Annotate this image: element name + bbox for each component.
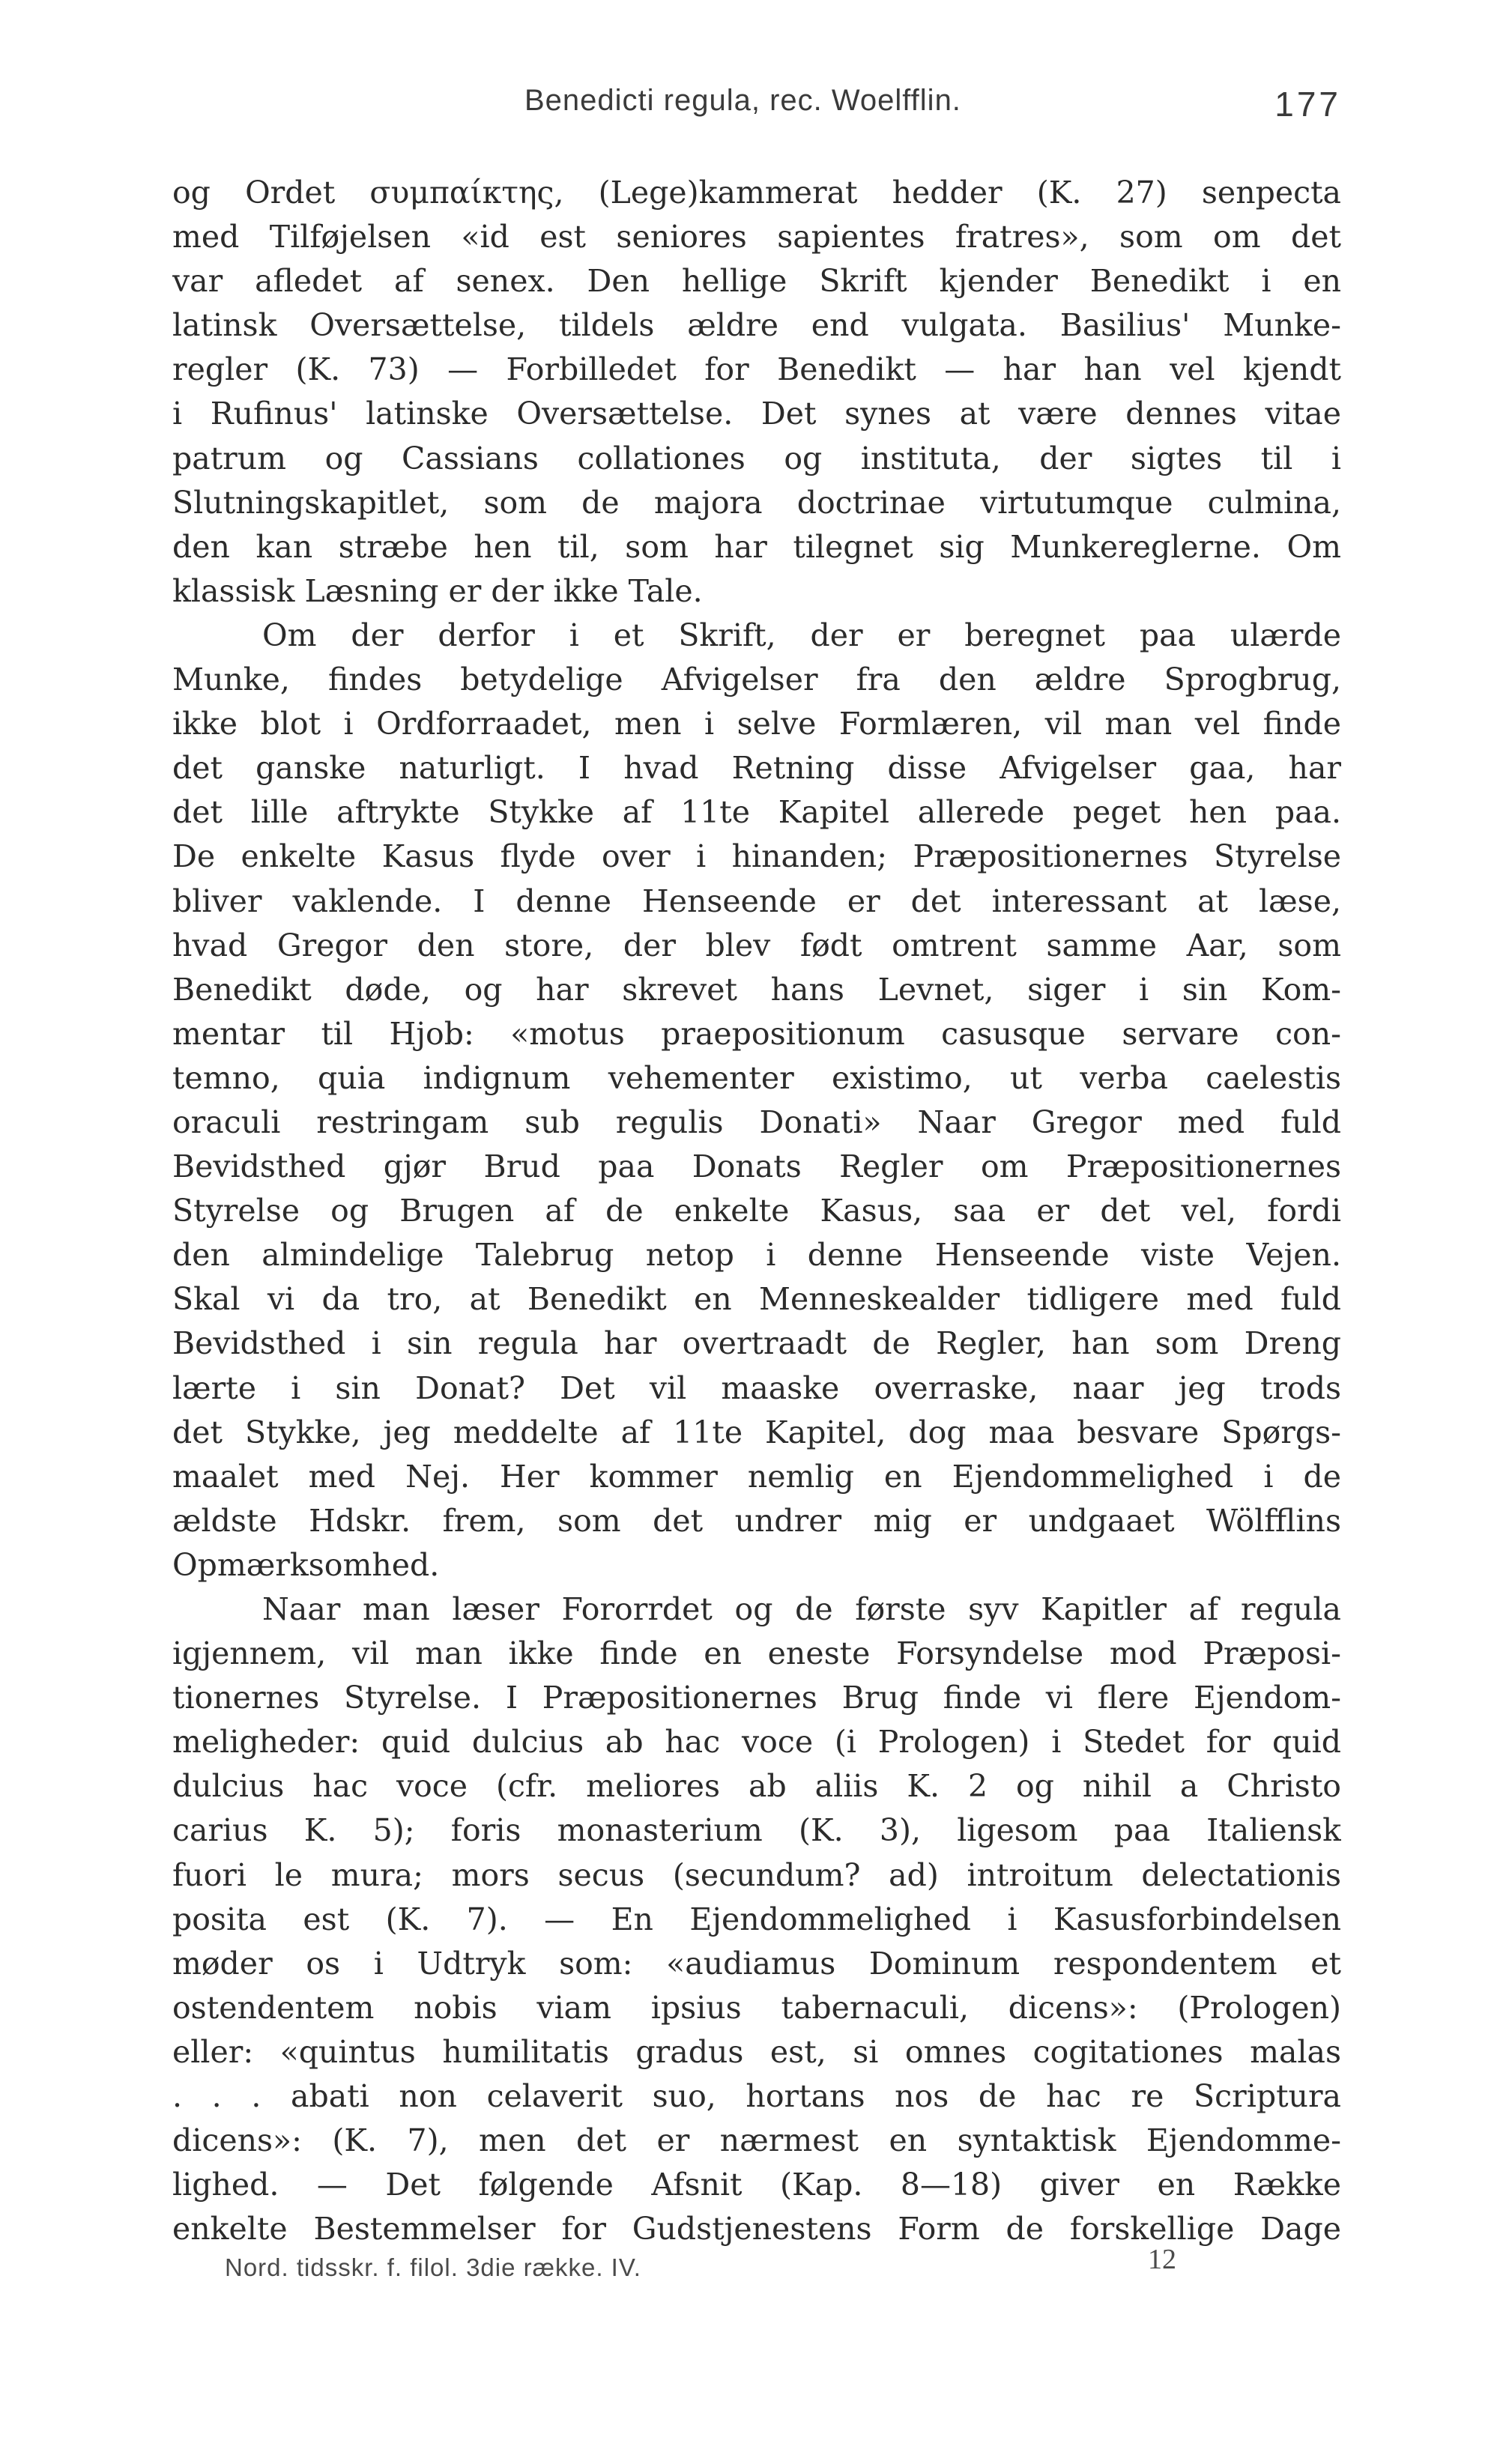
running-title: Benedicti regula, rec. Woelfflin.: [524, 84, 961, 117]
text-line: var afledet af senex. Den hellige Skrift kjender Benedikt i en: [172, 263, 1341, 300]
text-line: Naar man læser Fororrdet og de første syv Kapitler af regula: [262, 1591, 1341, 1627]
text-line: Opmærksomhed.: [172, 1546, 440, 1583]
text-line: den kan stræbe hen til, som har tilegnet sig Munkereglerne. Om: [172, 528, 1341, 565]
text-line: meligheder: quid dulcius ab hac voce (i Prologen) i Stedet for quid: [172, 1724, 1341, 1761]
text-line: patrum og Cassians collationes og instituta, der sigtes til i: [172, 440, 1341, 476]
text-line: med Tilføjelsen «id est seniores sapientes fratres», som om det: [172, 219, 1341, 255]
text-line: mentar til Hjob: «motus praepositionum casusque servare con-: [172, 1015, 1341, 1052]
text-line: eller: «quintus humilitatis gradus est, si omnes cogitationes malas: [172, 2033, 1341, 2070]
text-line: latinsk Oversættelse, tildels ældre end vulgata. Basilius' Munke-: [172, 307, 1341, 344]
text-line: lighed. — Det følgende Afsnit (Kap. 8—18) giver en Række: [172, 2167, 1341, 2203]
text-line: det ganske naturligt. I hvad Retning disse Afvigelser gaa, har: [172, 750, 1341, 787]
text-line: temno, quia indignum vehementer existimo, ut verba caelestis: [172, 1059, 1341, 1096]
text-line: De enkelte Kasus flyde over i hinanden; Præpositionernes Styrelse: [172, 838, 1341, 875]
body-text: [172, 171, 1341, 2251]
text-line: igjennem, vil man ikke finde en eneste Forsyndelse mod Præposi-: [172, 1635, 1341, 1672]
text-line: Styrelse og Brugen af de enkelte Kasus, saa er det vel, fordi: [172, 1193, 1341, 1229]
text-line: regler (K. 73) — Forbilledet for Benedikt — har han vel kjendt: [172, 351, 1341, 388]
text-line: hvad Gregor den store, der blev født omtrent samme Aar, som: [172, 927, 1341, 963]
text-line: det Stykke, jeg meddelte af 11te Kapitel, dog maa besvare Spørgs-: [172, 1414, 1341, 1450]
text-line: . . . abati non celaverit suo, hortans nos de hac re Scriptura: [172, 2078, 1341, 2115]
text-line: maalet med Nej. Her kommer nemlig en Ejendommelighed i de: [172, 1458, 1341, 1495]
journal-footnote: Nord. tidsskr. f. filol. 3die række. IV.: [225, 2253, 641, 2281]
text-line: Slutningskapitlet, som de majora doctrinae virtutumque culmina,: [172, 484, 1341, 521]
text-line: i Rufinus' latinske Oversættelse. Det synes at være dennes vitae: [172, 396, 1341, 432]
text-line: oraculi restringam sub regulis Donati» Naar Gregor med fuld: [172, 1104, 1341, 1140]
page-number: 177: [1274, 85, 1341, 124]
text-line: ostendentem nobis viam ipsius tabernaculi, dicens»: (Prologen): [172, 1989, 1341, 2026]
text-line: det lille aftrykte Stykke af 11te Kapitel allerede peget hen paa.: [172, 794, 1341, 831]
text-line: Om der derfor i et Skrift, der er beregnet paa ulærde: [262, 617, 1341, 653]
text-line: den almindelige Talebrug netop i denne Henseende viste Vejen.: [172, 1237, 1341, 1274]
text-line: ikke blot i Ordforraadet, men i selve Formlæren, vil man vel finde: [172, 706, 1341, 742]
text-line: dicens»: (K. 7), men det er nærmest en syntaktisk Ejendomme-: [172, 2122, 1341, 2159]
text-line: Skal vi da tro, at Benedikt en Menneskealder tidligere med fuld: [172, 1281, 1341, 1318]
text-line: ældste Hdskr. frem, som det undrer mig er undgaaet Wölfflins: [172, 1502, 1341, 1539]
text-line: møder os i Udtryk som: «audiamus Dominum respondentem et: [172, 1945, 1341, 1982]
text-line: bliver vaklende. I denne Henseende er det interessant at læse,: [172, 883, 1341, 919]
text-line: Bevidsthed gjør Brud paa Donats Regler om Præpositionernes: [172, 1148, 1341, 1185]
text-line: tionernes Styrelse. I Præpositionernes Brug finde vi flere Ejendom-: [172, 1680, 1341, 1716]
text-line: Munke, findes betydelige Afvigelser fra den ældre Sprogbrug,: [172, 662, 1341, 698]
running-head: [172, 84, 1341, 129]
signature-mark: 12: [1148, 2244, 1176, 2275]
text-line: posita est (K. 7). — En Ejendommelighed i Kasusforbindelsen: [172, 1901, 1341, 1937]
text-line: Bevidsthed i sin regula har overtraadt de Regler, han som Dreng: [172, 1325, 1341, 1362]
text-line: Benedikt døde, og har skrevet hans Levnet, siger i sin Kom-: [172, 971, 1341, 1008]
text-line: lærte i sin Donat? Det vil maaske overraske, naar jeg trods: [172, 1369, 1341, 1406]
text-line: carius K. 5); foris monasterium (K. 3), ligesom paa Italiensk: [172, 1812, 1341, 1849]
text-line: klassisk Læsning er der ikke Tale.: [172, 572, 703, 609]
text-line: enkelte Bestemmelser for Gudstjenestens Form de forskellige Dage: [172, 2211, 1341, 2247]
text-line: og Ordet συμπαίκτης, (Lege)kammerat hedder (K. 27) senpecta: [172, 175, 1341, 211]
footer: [225, 2244, 1176, 2286]
text-line: fuori le mura; mors secus (secundum? ad) introitum delectationis: [172, 1856, 1341, 1893]
text-line: dulcius hac voce (cfr. meliores ab aliis K. 2 og nihil a Christo: [172, 1768, 1341, 1805]
